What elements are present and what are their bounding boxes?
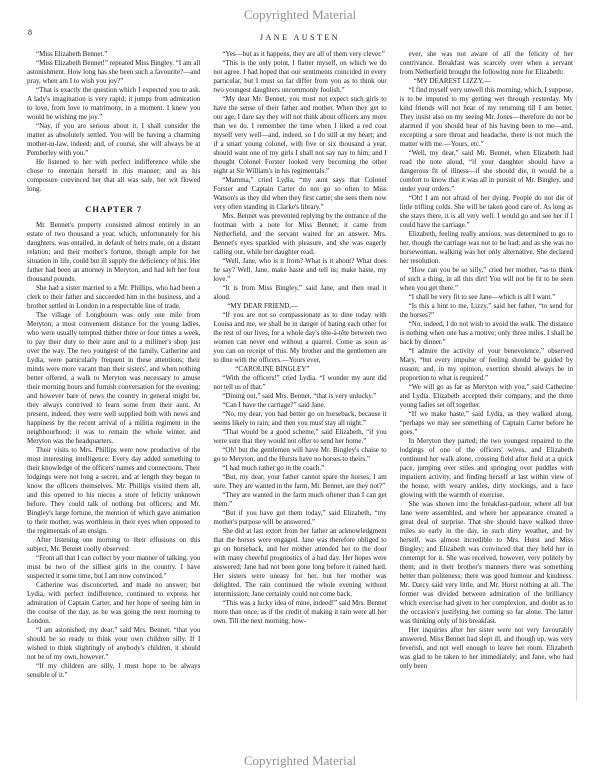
paragraph: After listening one morning to their effusions on this subject, Mr. Bennet coolly observed: <box>27 536 201 553</box>
paragraph: “They are wanted in the farm much oftener than I can get them.” <box>213 491 387 508</box>
paragraph: “I shall be very fit to see Jane—which is all I want.” <box>408 293 556 301</box>
paragraph: “If my children are silly, I must hope to be always sensible of it.” <box>27 662 201 679</box>
paragraph: “No, my dear, you had better go on horseback, because it seems likely to rain; and then you must stay all night.” <box>213 410 387 427</box>
paragraph: “I admire the activity of your benevolence,” observed Mary, “but every impulse of feeling should be guided by reason; and, in my opinion, exertion should always be in proportion to what is required.” <box>399 347 573 382</box>
page-edge-artifact <box>576 95 577 701</box>
paragraph: “Oh! but the gentlemen will have Mr. Bingley's chaise to go to Meryton, and the Hursts have no horses to theirs.” <box>213 446 387 463</box>
paragraph: “We will go as far as Meryton with you,” said Catherine and Lydia. Elizabeth accepted their company, and the three young ladies set off together. <box>399 383 573 409</box>
paragraph: Her inquiries after her sister were not very favourably answered. Miss Bennet had slept ill, and though up, was very feverish, and not well enough to leave her room. Elizabeth was glad to be taken to her immediately; and Jane, who had only been <box>399 626 573 670</box>
paragraph: In Meryton they parted; the two youngest repaired to the lodgings of one of the officers' wives, and Elizabeth continued her walk alone, crossing field after field at a quick pace, jumping over stiles and springing over puddles with impatient activity, and finding herself at last within view of the house, with weary ankles, dirty stockings, and a face glowing with the warmth of exercise. <box>399 437 573 499</box>
paragraph: ever, she was not aware of all the felicity of her contrivance. Breakfast was scarcely over when a servant from Netherfield brought the following note for Elizabeth: <box>399 50 573 76</box>
paragraph: Elizabeth, feeling really anxious, was determined to go to her, though the carriage was not to be had; and as she was no horsewoman, walking was her only alternative. She declared her resolution. <box>399 230 573 265</box>
paragraph: Mrs. Bennet was prevented replying by the entrance of the footman with a note for Miss Bennet; it came from Netherfield, and the servant waited for an answer. Mrs. Bennet's eyes sparkled with pleasure, and she was eagerly calling out, while her daughter read, <box>213 212 387 256</box>
paragraph: “My dear Mr. Bennet, you must not expect such girls to have the sense of their father and mother. When they get to our age, I dare say they will not think about officers any more than we do. I remember the time when I liked a red coat myself very well—and, indeed, so I do still at my heart; and if a smart young colonel, with five or six thousand a year, should want one of my girls I shall not say nay to him; and I thought Colonel Forster looked very becoming the other night at Sir William's in his regimentals.” <box>213 95 387 175</box>
paragraph: “Miss Elizabeth Bennet.” <box>36 50 108 58</box>
paragraph: “MY DEAREST LIZZY,— <box>413 77 491 85</box>
paragraph: “I am astonished, my dear,” said Mrs. Bennet, “that you should be so ready to think your own children silly. If I wished to think slightingly of anybody's children, it should not be of my own, however.” <box>27 626 201 661</box>
paragraph: Mr. Bennet's property consisted almost entirely in an estate of two thousand a year, which, unfortunately for his daughters, was entailed, in default of heirs male, on a distant relation; and their mother's fortune, though ample for her situation in life, could but ill supply the deficiency of his. Her father had been an attorney in Meryton, and had left her four thousand pounds. <box>27 221 201 283</box>
paragraph: “It is from Miss Bingley,” said Jane, and then read it aloud. <box>213 284 387 301</box>
paragraph: “Dining out,” said Mrs. Bennet, “that is very unlucky.” <box>222 392 377 400</box>
paragraph: “Yes—but as it happens, they are all of them very clever.” <box>222 50 385 58</box>
paragraph: “I had much rather go in the coach.” <box>222 464 325 472</box>
paragraph: “If you are not so compassionate as to dine today with Louisa and me, we shall be in danger of hating each other for the rest of our lives, for a whole day's tête-à-tête between two women can never end without a quarrel. Come as soon as you can on receipt of this. My brother and the gentlemen are to dine with the officers.—Yours ever, <box>213 311 387 364</box>
paragraph: “Is this a hint to me, Lizzy,” said her father, “to send for the horses?” <box>399 302 573 319</box>
text-columns <box>27 50 573 749</box>
chapter-heading: CHAPTER 7 <box>85 204 143 214</box>
paragraph: The village of Longbourn was only one mile from Meryton; a most convenient distance for the young ladies, who were usually tempted thither three or four times a week, to pay their duty to their aunt and to a milliner's shop just over the way. The two youngest of the family, Catherine and Lydia, were particularly frequent in these attentions; their minds were more vacant than their sisters', and when nothing better offered, a walk to Meryton was necessary to amuse their morning hours and furnish conversation for the evening; and however bare of news the country in general might be, they always contrived to learn some from their aunt. At present, indeed, they were well supplied both with news and happiness by the recent arrival of a militia regiment in the neighbourhood; it was to remain the whole winter, and Meryton was the headquarters. <box>27 311 201 445</box>
paragraph: “Mamma,” cried Lydia, “my aunt says that Colonel Forster and Captain Carter do not go so often to Miss Watson's as they did when they first came; she sees them now very often standing in Clarke's library.” <box>213 176 387 211</box>
paragraph: She had a sister married to a Mr. Phillips, who had been a clerk to their father and succeeded him in the business, and a brother settled in London in a respectable line of trade. <box>27 284 201 310</box>
paragraph: “Nay, if you are serious about it, I shall consider the matter as absolutely settled. You will be having a charming mother-in-law, indeed; and, of course, she will always be at Pemberley with you.” <box>27 122 201 157</box>
paragraph: “If we make haste,” said Lydia, as they walked along, “perhaps we may see something of Captain Carter before he goes.” <box>399 410 573 436</box>
text-column-2 <box>213 50 386 749</box>
paragraph: “I find myself very unwell this morning, which, I suppose, is to be imputed to my getting wet through yesterday. My kind friends will not hear of my returning till I am better. They insist also on my seeing Mr. Jones—therefore do not be alarmed if you should hear of his having been to me—and, excepting a sore throat and headache, there is not much the matter with me.—Yours, etc.” <box>399 86 573 148</box>
paragraph: “Well, my dear,” said Mr. Bennet, when Elizabeth had read the note aloud, “if your daughter should have a dangerous fit of illness—if she should die, it would be a comfort to know that it was all in pursuit of Mr. Bingley, and under your orders.” <box>399 149 573 193</box>
paragraph: “This is the only point, I flatter myself, on which we do not agree. I had hoped that our sentiments coincided in every particular, but I must so far differ from you as to think our two youngest daughters uncommonly foolish.” <box>213 59 387 94</box>
page-number: 8 <box>28 28 32 37</box>
paragraph: “But, my dear, your father cannot spare the horses, I am sure. They are wanted in the farm, Mr. Bennet, are they not?” <box>213 473 387 490</box>
paragraph: “Can I have the carriage?” said Jane. <box>222 401 326 409</box>
text-column-1 <box>27 50 200 749</box>
paragraph: “How can you be so silly,” cried her mother, “as to think of such a thing, in all this dirt! You will not be fit to be seen when you get there.” <box>399 266 573 292</box>
paragraph: “CAROLINE BINGLEY” <box>235 365 310 373</box>
copyright-watermark-top: Copyrighted Material <box>243 7 357 22</box>
paragraph: “With the officers!” cried Lydia. “I wonder my aunt did not tell us of that.” <box>213 374 387 391</box>
paragraph: “MY DEAR FRIEND,— <box>227 302 299 310</box>
paragraph: Their visits to Mrs. Phillips were now productive of the most interesting intelligence. Every day added something to their knowledge of the officers' names and connections. Their lodgings were not long a secret, and at length they began to know the officers themselves. Mr. Phillips visited them all, and this opened to his nieces a store of felicity unknown before. They could talk of nothing but officers; and Mr. Bingley's large fortune, the mention of which gave animation to their mother, was worthless in their eyes when opposed to the regimentals of an ensign. <box>27 446 201 535</box>
copyright-watermark-bottom: Copyrighted Material <box>243 753 357 768</box>
paragraph: Catherine was disconcerted, and made no answer; but Lydia, with perfect indifference, continued to express her admiration of Captain Carter, and her hope of seeing him in the course of the day, as he was going the next morning to London. <box>27 581 201 625</box>
paragraph: “This was a lucky idea of mine, indeed!” said Mrs. Bennet more than once, as if the credit of making it rain were all her own. Till the next morning, how- <box>213 599 387 625</box>
paragraph: “That would be a good scheme,” said Elizabeth, “if you were sure that they would not offer to send her home.” <box>213 428 387 445</box>
paragraph: “From all that I can collect by your manner of talking, you must be two of the silliest girls in the country. I have suspected it some time, but I am now convinced.” <box>27 554 201 580</box>
running-head: JANE AUSTEN <box>259 33 341 42</box>
paragraph: “Well, Jane, who is it from? What is it about? What does he say? Well, Jane, make haste and tell us; make haste, my love.” <box>213 257 387 283</box>
page-header <box>28 27 572 42</box>
paragraph: He listened to her with perfect indifference while she chose to entertain herself in this manner; and as his composure convinced her that all was safe, her wit flowed long. <box>27 158 201 193</box>
paragraph: “That is exactly the question which I expected you to ask. A lady's imagination is very rapid; it jumps from admiration to love, from love to matrimony, in a moment. I knew you would be wishing me joy.” <box>27 86 201 121</box>
paragraph: She was shown into the breakfast-parlour, where all but Jane were assembled, and where her appearance created a great deal of surprise. That she should have walked three miles so early in the day, in such dirty weather, and by herself, was almost incredible to Mrs. Hurst and Miss Bingley; and Elizabeth was convinced that they held her in contempt for it. She was received, however, very politely by them; and in their brother's manners there was something better than politeness; there was good humour and kindness. Mr. Darcy said very little, and Mr. Hurst nothing at all. The former was divided between admiration of the brilliancy which exercise had given to her complexion, and doubt as to the occasion's justifying her coming so far alone. The latter was thinking only of his breakfast. <box>399 500 573 625</box>
paragraph: “No, indeed, I do not wish to avoid the walk. The distance is nothing when one has a motive; only three miles. I shall be back by dinner.” <box>399 320 573 346</box>
text-column-3 <box>400 50 573 749</box>
paragraph: She did at last extort from her father an acknowledgment that the horses were engaged. Jane was therefore obliged to go on horseback, and her mother attended her to the door with many cheerful prognostics of a bad day. Her hopes were answered; Jane had not been gone long before it rained hard. Her sisters were uneasy for her, but her mother was delighted. The rain continued the whole evening without intermission; Jane certainly could not come back. <box>213 527 387 598</box>
paragraph: “Miss Elizabeth Bennet!” repeated Miss Bingley. “I am all astonishment. How long has she been such a favourite?—and pray, when am I to wish you joy?” <box>27 59 201 85</box>
paragraph: “But if you have got them today,” said Elizabeth, “my mother's purpose will be answered.” <box>213 509 387 526</box>
paragraph: “Oh! I am not afraid of her dying. People do not die of little trifling colds. She will be taken good care of. As long as she stays there, it is all very well. I would go and see her if I could have the carriage.” <box>399 194 573 229</box>
